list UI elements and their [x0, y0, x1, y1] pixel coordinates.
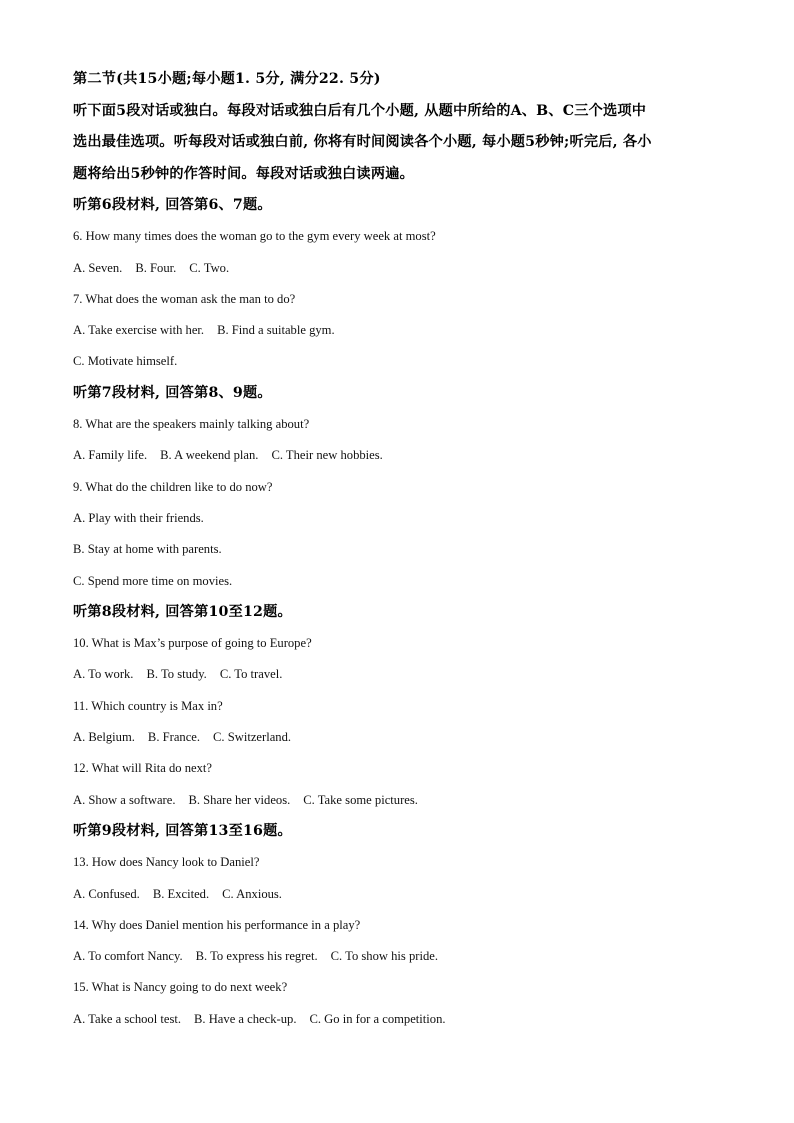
- question-group: [73, 378, 723, 597]
- answer-option: A. Show a software.: [73, 792, 176, 807]
- section-title: 第二节(共15小题;每小题1. 5分, 满分22. 5分): [73, 71, 381, 87]
- answer-option: A. Take exercise with her.: [73, 323, 205, 338]
- option-row: [73, 566, 723, 597]
- instruction-line: 选出最佳选项。听每段对话或独白前, 你将有时间阅读各个小题, 每小题5秒钟;听完后, 各小: [73, 134, 652, 150]
- question-stem: 6. How many times does the woman go to the gym every week at most?: [73, 229, 436, 244]
- question-group: [73, 190, 723, 378]
- answer-option: B. Share her videos.: [188, 792, 291, 807]
- answer-option: A. To work.: [73, 667, 134, 682]
- answer-option: A. Family life.: [73, 448, 148, 463]
- option-row: [73, 785, 723, 816]
- option-row: [73, 440, 723, 471]
- question-stem: 11. Which country is Max in?: [73, 698, 223, 713]
- question-stem: 10. What is Max’s purpose of going to Europe?: [73, 636, 312, 651]
- question-stem: 9. What do the children like to do now?: [73, 479, 273, 494]
- question-groups: [73, 190, 723, 1035]
- answer-option: C. Go in for a competition.: [309, 1011, 446, 1026]
- option-row: [73, 1004, 723, 1035]
- question-stem: 7. What does the woman ask the man to do?: [73, 291, 296, 306]
- answer-option: C. Take some pictures.: [303, 792, 418, 807]
- answer-option: A. Confused.: [73, 886, 140, 901]
- option-row: [73, 346, 723, 377]
- exam-page: [73, 64, 723, 1035]
- answer-option: B. Find a suitable gym.: [217, 323, 335, 338]
- answer-option: C. Two.: [189, 260, 230, 275]
- option-row: [73, 253, 723, 284]
- answer-option: A. Belgium.: [73, 730, 135, 745]
- answer-option: C. Their new hobbies.: [271, 448, 383, 463]
- answer-option: A. Take a school test.: [73, 1011, 182, 1026]
- group-heading: 听第6段材料, 回答第6、7题。: [73, 197, 272, 213]
- answer-option: B. Have a check-up.: [194, 1011, 297, 1026]
- answer-option: C. To show his pride.: [330, 949, 438, 964]
- question-stem: 13. How does Nancy look to Daniel?: [73, 855, 260, 870]
- option-row: [73, 722, 723, 753]
- answer-option: B. To study.: [146, 667, 207, 682]
- answer-option: B. A weekend plan.: [160, 448, 259, 463]
- option-row: [73, 534, 723, 565]
- answer-option: B. Four.: [135, 260, 177, 275]
- answer-option: C. Spend more time on movies.: [73, 573, 233, 588]
- instruction-line: 题将给出5秒钟的作答时间。每段对话或独白读两遍。: [73, 165, 414, 182]
- question-stem: 15. What is Nancy going to do next week?: [73, 980, 288, 995]
- question-stem: 14. Why does Daniel mention his performance in a play?: [73, 917, 361, 932]
- answer-option: C. Switzerland.: [213, 730, 292, 745]
- group-heading: 听第7段材料, 回答第8、9题。: [73, 384, 272, 401]
- answer-option: C. Motivate himself.: [73, 354, 178, 369]
- answer-option: B. France.: [147, 730, 201, 745]
- answer-option: C. To travel.: [219, 667, 283, 682]
- section-instructions: [73, 96, 723, 191]
- group-heading: 听第9段材料, 回答第13至16题。: [73, 822, 292, 839]
- question-group: [73, 597, 723, 816]
- option-row: [73, 659, 723, 690]
- answer-option: B. Stay at home with parents.: [73, 542, 222, 557]
- answer-option: A. Play with their friends.: [73, 510, 204, 525]
- question-stem: 12. What will Rita do next?: [73, 761, 212, 776]
- answer-option: C. Anxious.: [222, 886, 282, 901]
- group-heading: 听第8段材料, 回答第10至12题。: [73, 603, 292, 620]
- question-group: [73, 816, 723, 1035]
- answer-option: B. To express his regret.: [195, 949, 318, 964]
- question-stem: 8. What are the speakers mainly talking about?: [73, 417, 310, 432]
- answer-option: A. To comfort Nancy.: [73, 949, 183, 964]
- answer-option: A. Seven.: [73, 260, 123, 275]
- option-row: [73, 503, 723, 534]
- option-row: [73, 879, 723, 910]
- option-row: [73, 315, 723, 346]
- answer-option: B. Excited.: [152, 886, 210, 901]
- option-row: [73, 941, 723, 972]
- instruction-line: 听下面5段对话或独白。每段对话或独白后有几个小题, 从题中所给的A、B、C三个选项中: [73, 102, 647, 119]
